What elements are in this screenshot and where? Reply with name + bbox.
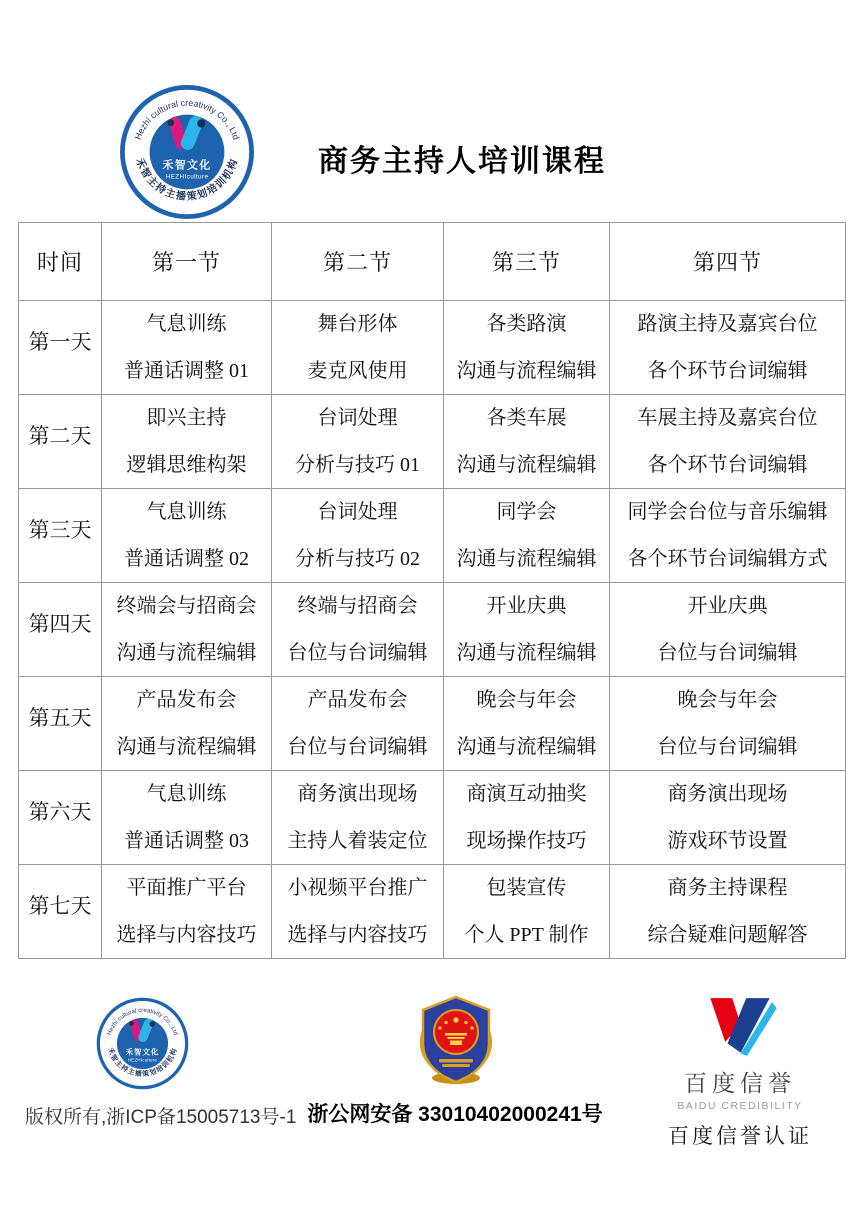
session-line1: 舞台形体 — [317, 313, 398, 336]
day-label: 第二天 — [28, 423, 92, 448]
session-cell — [272, 489, 444, 583]
session-cell — [102, 395, 272, 489]
company-logo-icon — [119, 84, 255, 220]
police-badge-icon — [406, 987, 506, 1087]
day-label: 第三天 — [28, 517, 92, 542]
header-session-2: 第二节 — [272, 223, 444, 301]
session-line2: 沟通与流程编辑 — [456, 641, 597, 664]
baidu-credibility-icon — [701, 993, 779, 1061]
baidu-cert-label: 百度信誉认证 — [668, 1125, 812, 1148]
session-line1: 商务主持课程 — [667, 877, 788, 900]
session-line1: 产品发布会 — [136, 689, 237, 712]
session-cell — [610, 677, 846, 771]
table-row — [19, 395, 846, 489]
day-label-cell — [19, 489, 102, 583]
day-label-cell — [19, 771, 102, 865]
session-cell — [444, 583, 610, 677]
session-line2: 沟通与流程编辑 — [116, 641, 257, 664]
session-cell — [272, 395, 444, 489]
header-time: 时间 — [19, 223, 102, 301]
session-cell — [102, 583, 272, 677]
header-session-4: 第四节 — [610, 223, 846, 301]
table-row — [19, 489, 846, 583]
session-cell — [102, 771, 272, 865]
session-line1: 终端与招商会 — [297, 595, 418, 618]
session-line1: 终端会与招商会 — [116, 595, 257, 618]
session-line2: 普通话调整 01 — [124, 359, 249, 382]
session-cell — [444, 395, 610, 489]
session-line2: 综合疑难问题解答 — [647, 923, 808, 946]
session-cell — [444, 771, 610, 865]
session-line1: 开业庆典 — [687, 595, 768, 618]
session-line2: 台位与台词编辑 — [287, 641, 428, 664]
session-line1: 各类路演 — [486, 313, 567, 336]
session-line1: 即兴主持 — [146, 407, 227, 430]
session-line2: 现场操作技巧 — [466, 829, 587, 852]
session-cell — [102, 301, 272, 395]
session-cell — [444, 677, 610, 771]
session-line2: 沟通与流程编辑 — [456, 453, 597, 476]
session-cell — [102, 489, 272, 583]
day-label-cell — [19, 677, 102, 771]
table-row — [19, 771, 846, 865]
session-line2: 麦克风使用 — [307, 359, 408, 382]
page-title: 商务主持人培训课程 — [318, 145, 606, 178]
table-row — [19, 677, 846, 771]
session-cell — [272, 677, 444, 771]
session-line1: 晚会与年会 — [476, 689, 577, 712]
session-line2: 分析与技巧 02 — [295, 547, 420, 570]
session-cell — [272, 583, 444, 677]
session-cell — [444, 865, 610, 959]
session-cell — [610, 395, 846, 489]
session-line2: 游戏环节设置 — [667, 829, 788, 852]
session-line1: 气息训练 — [146, 783, 227, 806]
session-line2: 各个环节台词编辑 — [647, 359, 808, 382]
baidu-name-en: BAIDU CREDIBILITY — [677, 1100, 803, 1112]
session-line1: 车展主持及嘉宾台位 — [637, 407, 818, 430]
schedule-table-body — [19, 301, 846, 959]
session-line2: 选择与内容技巧 — [116, 923, 257, 946]
session-cell — [272, 865, 444, 959]
session-line1: 商务演出现场 — [297, 783, 418, 806]
session-cell — [610, 771, 846, 865]
police-record-link[interactable]: 浙公网安备 33010402000241号 — [307, 1103, 603, 1126]
session-line1: 商演互动抽奖 — [466, 783, 587, 806]
session-line1: 平面推广平台 — [126, 877, 247, 900]
session-line2: 分析与技巧 01 — [295, 453, 420, 476]
session-line1: 台词处理 — [317, 407, 398, 430]
schedule-table — [18, 222, 846, 959]
session-line1: 气息训练 — [146, 313, 227, 336]
session-line1: 气息训练 — [146, 501, 227, 524]
session-cell — [610, 583, 846, 677]
session-line1: 包装宣传 — [486, 877, 567, 900]
session-cell — [444, 489, 610, 583]
session-line2: 个人 PPT 制作 — [464, 923, 589, 946]
day-label: 第四天 — [28, 611, 92, 636]
session-line1: 产品发布会 — [307, 689, 408, 712]
icp-record-link[interactable]: 版权所有,浙ICP备15005713号-1 — [25, 1107, 297, 1128]
table-row — [19, 301, 846, 395]
session-cell — [610, 489, 846, 583]
company-logo-footer-icon — [96, 997, 189, 1090]
session-line2: 沟通与流程编辑 — [456, 359, 597, 382]
session-cell — [272, 771, 444, 865]
session-line2: 沟通与流程编辑 — [456, 735, 597, 758]
session-cell — [102, 677, 272, 771]
header-session-1: 第一节 — [102, 223, 272, 301]
session-line2: 普通话调整 02 — [124, 547, 249, 570]
table-row — [19, 583, 846, 677]
day-label: 第一天 — [28, 329, 92, 354]
day-label-cell — [19, 395, 102, 489]
session-line2: 台位与台词编辑 — [657, 735, 798, 758]
day-label-cell — [19, 583, 102, 677]
baidu-name-cn: 百度信誉 — [684, 1070, 796, 1096]
session-line2: 选择与内容技巧 — [287, 923, 428, 946]
session-line1: 小视频平台推广 — [287, 877, 428, 900]
session-line2: 沟通与流程编辑 — [116, 735, 257, 758]
day-label: 第五天 — [28, 705, 92, 730]
session-line1: 同学会台位与音乐编辑 — [627, 501, 828, 524]
session-line2: 普通话调整 03 — [124, 829, 249, 852]
day-label: 第七天 — [28, 893, 92, 918]
session-cell — [444, 301, 610, 395]
session-line1: 同学会 — [496, 501, 557, 524]
session-line2: 各个环节台词编辑方式 — [627, 547, 828, 570]
session-line2: 台位与台词编辑 — [287, 735, 428, 758]
session-line2: 各个环节台词编辑 — [647, 453, 808, 476]
session-line1: 晚会与年会 — [677, 689, 778, 712]
session-cell — [610, 865, 846, 959]
baidu-credibility-block[interactable] — [648, 993, 832, 1150]
session-cell — [610, 301, 846, 395]
day-label-cell — [19, 301, 102, 395]
day-label: 第六天 — [28, 799, 92, 824]
session-line1: 商务演出现场 — [667, 783, 788, 806]
table-header-row — [19, 223, 846, 301]
header-session-3: 第三节 — [444, 223, 610, 301]
session-line1: 路演主持及嘉宾台位 — [637, 313, 818, 336]
session-cell — [272, 301, 444, 395]
session-line1: 台词处理 — [317, 501, 398, 524]
session-line1: 开业庆典 — [486, 595, 567, 618]
session-cell — [102, 865, 272, 959]
session-line2: 逻辑思维构架 — [126, 453, 247, 476]
session-line1: 各类车展 — [486, 407, 567, 430]
session-line2: 主持人着装定位 — [287, 829, 428, 852]
table-row — [19, 865, 846, 959]
day-label-cell — [19, 865, 102, 959]
session-line2: 台位与台词编辑 — [657, 641, 798, 664]
session-line2: 沟通与流程编辑 — [456, 547, 597, 570]
